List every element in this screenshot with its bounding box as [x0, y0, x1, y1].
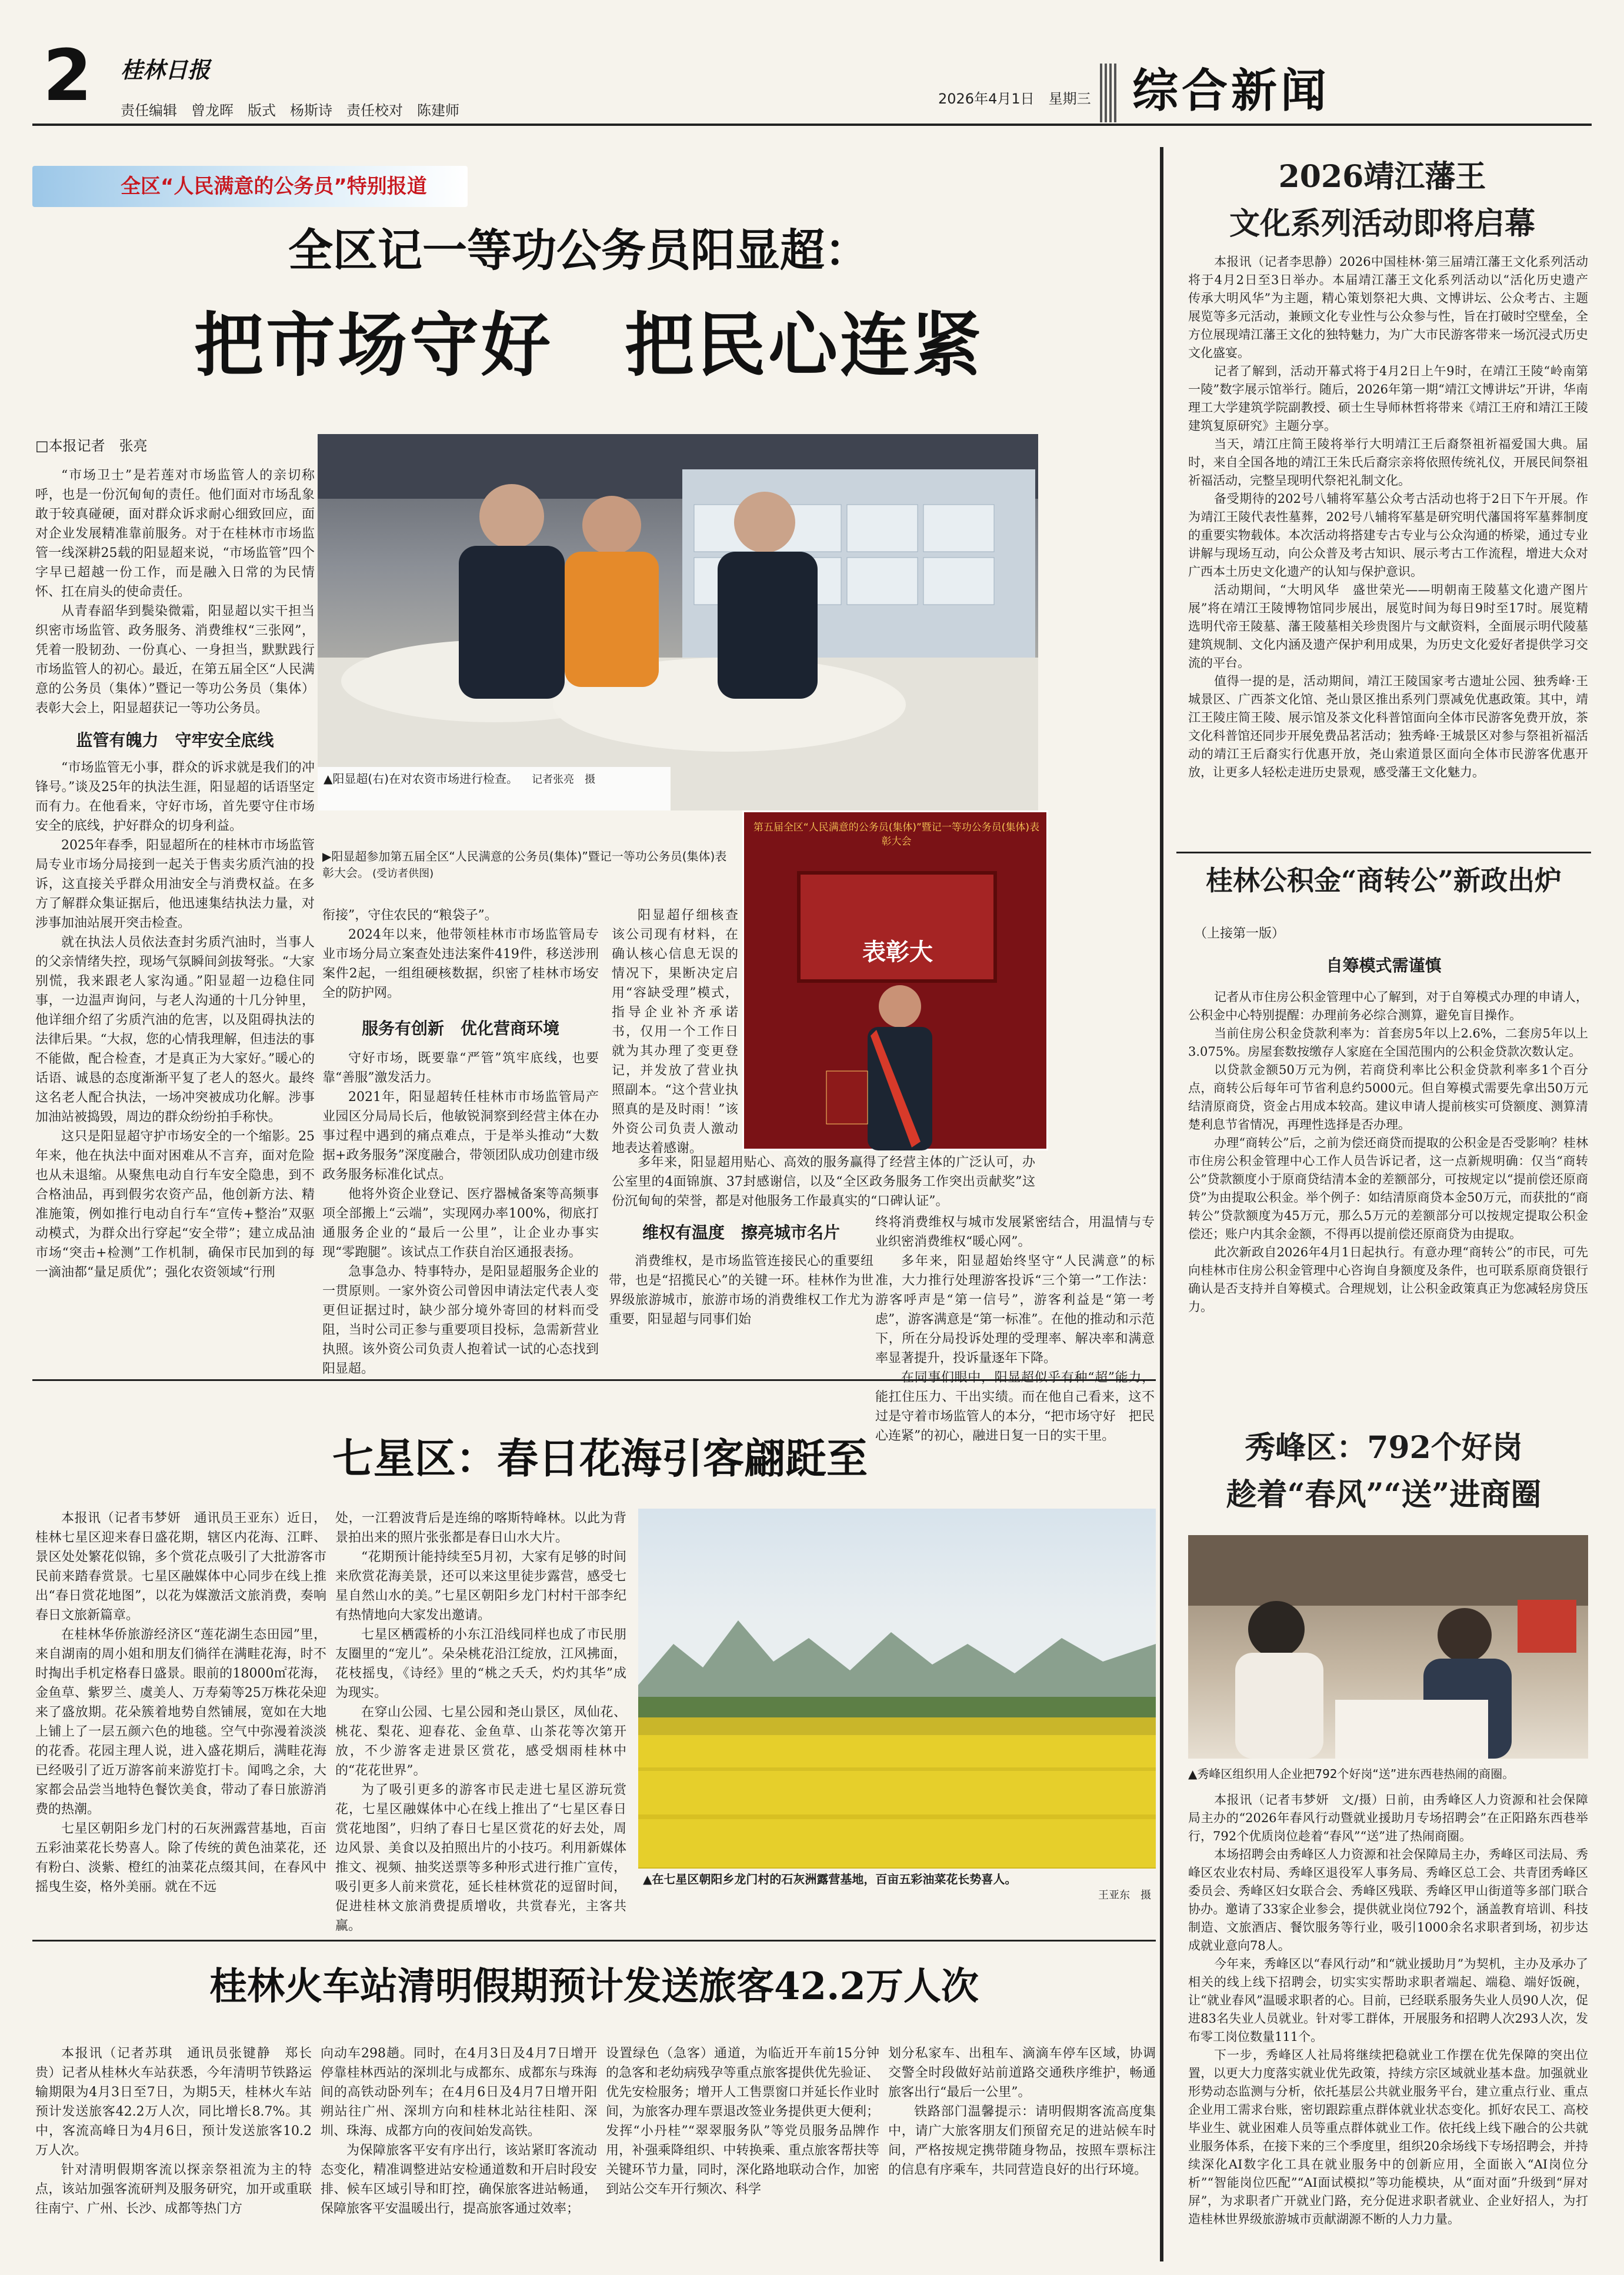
- railway-column-4: [888, 2044, 1156, 2256]
- lead-kicker: 全区记一等功公务员阳显超：: [288, 224, 869, 276]
- qixing-para: 本报讯（记者韦梦妍 通讯员王亚东）近日，桂林七星区迎来春日盛花期，辖区内花海、江畔、景区处处繁花似锦，多个赏花点吸引了大批游客市民前来踏春赏景。七星区融媒体中心同步在线上推出“春日赏花地图”，以花为媒激活文旅消费，奏响春日文旅新篇章。: [35, 1511, 326, 1623]
- railway-para: 设置绿色（急客）通道，为临近开车前15分钟的急客和老幼病残孕等重点旅客提供优先验证、优先安检服务；增开人工售票窗口并延长作业时间，为旅客办理车票退改签业务提供更大便利；发挥“小丹桂”“翠翠服务队”等党员服务品牌作用，补强乘降组织、中转换乘、重点旅客帮扶等关键环节力量，同时，深化路地联动合作，加密到站公交车开行频次、科学: [606, 2046, 879, 2197]
- railway-column-1: [35, 2044, 312, 2256]
- masthead-rule: [32, 124, 1592, 126]
- railway-para: 向动车298趟。同时，在4月3日及4月7日增开停靠桂林西站的深圳北与成都东、成都东与珠海间的高铁动卧列车；在4月6日及4月7日增开阳朔站往广州、深圳方向和桂林北站往桂阳、深圳、珠海、成都方向的夜间始发高铁。: [321, 2046, 597, 2139]
- lead-subhead-3: 维权有温度 擦亮城市名片: [642, 1223, 840, 1242]
- xiufeng-para: 今年来，秀峰区以“春风行动”和“就业援助月”为契机，主办及承办了相关的线上线下招聘会，切实实实帮助求职者端起、端稳、端好饭碗，让“就业春风”温暖求职者的心。目前，已经联系服务失业人员90人次，促进83名失业人员就业。针对零工群体，开展服务和招聘人次293人次，发布零工岗位数量111个。: [1188, 1957, 1588, 2044]
- jingjiang-para: 活动期间，“大明风华 盛世荣光——明朝南王陵墓文化遗产图片展”将在靖江王陵博物馆同步展出，展览时间为每日9时至17时。展览精选明代帝王陵墓、藩王陵墓相关珍贵图片与文献资料，全面展示明代陵墓建筑规制、文化内涵及遗产保护利用成果，为历史文化爱好者提供学习交流的平台。: [1188, 583, 1588, 670]
- caption-text: ▲在七星区朝阳乡龙门村的石灰洲露营基地，百亩五彩油菜花长势喜人。: [643, 1872, 1017, 1886]
- railway-para: 针对清明假期客流以探亲祭祖流为主的特点，该站加强客流研判及服务研究，加开或重联往南宁、广州、长沙、成都等热门方: [35, 2163, 312, 2216]
- stage-sign: 表彰大: [862, 939, 933, 966]
- jingjiang-headline-1: 2026靖江藩王: [1278, 159, 1486, 195]
- lead-para: 守好市场，既要靠“严管”筑牢底线，也要靠“善服”激发活力。: [322, 1051, 599, 1085]
- caption-text: ▶阳显超参加第五届全区“人民满意的公务员(集体)”暨记一等功公务员(集体)表彰大会。: [322, 849, 727, 880]
- lead-headline: 把市场守好 把民心连紧: [194, 305, 984, 386]
- qixing-para: 处，一江碧波背后是连绵的喀斯特峰林。以此为背景拍出来的照片张张都是春日山水大片。: [335, 1511, 626, 1545]
- issue-date: 2026年4月1日 星期三: [938, 91, 1091, 107]
- lead-para: 从青春韶华到鬓染微霜，阳显超以实干担当织密市场监管、政务服务、消费维权“三张网”，凭着一股韧劲、一份真心、一身担当，默默践行市场监管人的初心。最近，在第五届全区“人民满意的公务员（集体）”暨记一等功公务员（集体）表彰大会上，阳显超获记一等功公务员。: [35, 604, 315, 716]
- qixing-para: 在穿山公园、七星公园和尧山景区，凤仙花、桃花、梨花、迎春花、金鱼草、山茶花等次第开放，不少游客走进景区赏花，感受烟雨桂林中的“花花世界”。: [335, 1705, 626, 1778]
- gongjijin-para: 此次新政自2026年4月1日起执行。有意办理“商转公”的市民，可先向桂林市住房公积金管理中心咨询自身额度及条件，也可联系原商贷银行确认是否支持并自筹模式。合理规划，让公积金政策真正为您减轻房贷压力。: [1188, 1245, 1588, 1314]
- xiufeng-headline-1: 秀峰区：792个好岗: [1245, 1430, 1523, 1466]
- qixing-para: 为了吸引更多的游客市民走进七星区游玩赏花，七星区融媒体中心在线上推出了“七星区春日赏花地图”，归纳了春日七星区赏花的好去处，周边风景、美食以及拍照出片的小技巧。利用新媒体推文、视频、抽奖送票等多种形式进行推广宣传，吸引更多人前来赏花，延长桂林赏花的逗留时间，促进桂林文旅消费提质增收，共赏春光，主客共赢。: [335, 1783, 626, 1933]
- gongjijin-para: 当前住房公积金贷款利率为：首套房5年以上2.6%，二套房5年以上3.075%。房屋套数按缴存人家庭在全国范围内的公积金贷款次数认定。: [1188, 1026, 1588, 1059]
- lead-column-2: [322, 906, 599, 1376]
- lead-subhead-1: 监管有魄力 守牢安全底线: [76, 730, 274, 750]
- qixing-para: 七星区栖霞桥的小东江沿线同样也成了市民朋友圈里的“宠儿”。朵朵桃花沿江绽放，江风拂面，花枝摇曳，《诗经》里的“桃之夭夭，灼灼其华”成为现实。: [335, 1627, 626, 1700]
- railway-column-2: [321, 2044, 597, 2256]
- lead-para: 多年来，阳显超始终坚守“人民满意”的标准，大力推行处理游客投诉“三个第一”工作法：游客呼声是“第一信号”，游客利益是“第一考虑”，游客满意是“第一标准”。在他的推动和示范下，所在分局投诉处理的受理率、解决率和满意率显著提升，投诉量逐年下降。: [875, 1254, 1155, 1366]
- lead-para: 2021年，阳显超转任桂林市市场监管局产业园区分局局长后，他敏锐洞察到经营主体在办事过程中遇到的痛点难点，于是举头推动“大数据+政务服务”深度融合，带领团队成功创建市级政务服务标准化试点。: [322, 1090, 599, 1182]
- lead-column-3c: [609, 1212, 873, 1376]
- credits-line: 责任编辑 曾龙晖 版式 杨斯诗 责任校对 陈建师: [121, 102, 459, 119]
- jingjiang-body: [1188, 253, 1600, 853]
- award-figure-illustration: [744, 812, 1050, 1152]
- qixing-para: 七星区朝阳乡龙门村的石灰洲露营基地，百亩五彩油菜花长势喜人。除了传统的黄色油菜花，还有粉白、淡紫、橙红的油菜花点缀其间，在春风中摇曳生姿，格外美丽。就在不远: [35, 1822, 326, 1894]
- jingjiang-para: 值得一提的是，活动期间，靖江王陵国家考古遗址公园、独秀峰·王城景区、广西茶文化馆、尧山景区推出系列门票减免优惠政策。其中，靖江王陵庄简王陵、展示馆及茶文化科普馆面向全体市民游客免费开放，茶文化科普馆还同步开展免费品茗活动；独秀峰·王城景区对参与祭祖祈福活动的靖江王后裔实行优惠开放，尧山索道景区面向全体市民游客优惠开放，让更多人轻松走进历史景观，感受藩王文化魅力。: [1188, 674, 1588, 779]
- photo-caption-1: [318, 767, 671, 810]
- banner-text: 全区“人民满意的公务员”特别报道: [121, 175, 427, 198]
- gongjijin-para: 以贷款金额50万元为例，若商贷利率比公积金贷款利率多1个百分点，商转公后每年可节省利息约5000元。但自筹模式需要先拿出50万元结清原商贷，资金占用成本较高。建议申请人提前核实可贷额度、测算清楚利息节省情况，再理性选择是否办理。: [1188, 1063, 1588, 1132]
- qixing-column-1: [35, 1509, 326, 1932]
- lead-para: “市场卫士”是若莲对市场监管人的亲切称呼，也是一份沉甸甸的责任。他们面对市场乱象敢于较真碰硬，面对群众诉求耐心细致回应，面对企业发展精准靠前服务。对于在桂林市市场监管一线深耕25载的阳显超来说，“市场监管”四个字早已超越一份工作，而是融入日常的为民情怀、扛在肩头的使命责任。: [35, 468, 315, 599]
- caption-credit: (受访者供图): [372, 868, 434, 880]
- lead-para: 就在执法人员依法查封劣质汽油时，当事人的父亲情绪失控，现场气氛瞬间剑拔弩张。“大家别慌，我来跟老人家沟通。”阳显超一边稳住同事，一边温声询问，与老人沟通的十几分钟里，他详细介绍了劣质汽油的危害，以及阻碍执法的法律后果。“大叔，您的心情我理解，但违法的事不能做，配合检查，才是真正为大家好。”暖心的话语、诚恳的态度渐渐平复了老人的怒火。最终这名老人配合执法，一场冲突被成功化解。涉事加油站被捣毁，周边的群众纷纷拍手称快。: [35, 935, 315, 1125]
- qixing-para: 在桂林华侨旅游经济区“莲花湖生态田园”里，来自湖南的周小姐和朋友们徜徉在满畦花海，时不时掏出手机定格春日盛景。眼前的18000㎡花海，金鱼草、紫罗兰、虞美人、万寿菊等25万株花朵迎来了盛放期。花朵簇着地势自然铺展，宽如在大地上铺上了一层五颜六色的地毯。空气中弥漫着淡淡的花香。花园主理人说，进入盛花期后，满畦花海已经吸引了近万游客前来游览打卡。闻鸣之余，大家都会品尝当地特色餐饮美食，带动了春日旅游消费的热潮。: [35, 1627, 326, 1817]
- special-report-banner: [32, 166, 468, 207]
- lead-column-4-text-block: [875, 1213, 1155, 1443]
- caption-credit: 记者张亮 摄: [532, 773, 596, 786]
- jingjiang-para: 本报讯（记者李思静）2026中国桂林·第三届靖江藩王文化系列活动将于4月2日至3日举办。本届靖江藩王文化系列活动以“活化历史遗产 传承大明风华”为主题，精心策划祭祀大典、文博讲坛、公众考古、主题展览等多元活动，兼顾文化专业性与公众参与性，旨在打破时空壁垒，全方位展现靖江藩王文化的独特魅力，为广大市民游客带来一场沉浸式历史文化盛宴。: [1188, 255, 1600, 360]
- gongjijin-headline: 桂林公积金“商转公”新政出炉: [1206, 865, 1562, 896]
- railway-para: 为保障旅客平安有序出行，该站紧盯客流动态变化，精准调整进站安检通道数和开启时段安排、候车区域引导和盯控，确保旅客进站畅通，保障旅客平安温暖出行，提高旅客通过效率；: [321, 2143, 597, 2216]
- lead-para: “市场监管无小事，群众的诉求就是我们的冲锋号。”谈及25年的执法生涯，阳显超的话语坚定而有力。在他看来，守好市场，首先要守住市场安全的底线，护好群众的切身利益。: [35, 760, 315, 833]
- xiufeng-body: [1188, 1791, 1588, 2261]
- lead-para: 衔接”，守住农民的“粮袋子”。: [322, 908, 498, 923]
- railway-para: 划分私家车、出租车、滴滴车停车区域，协调交警全时段做好站前道路交通秩序维护，畅通旅客出行“最后一公里”。: [888, 2046, 1156, 2100]
- railway-column-3: [606, 2044, 879, 2256]
- photo-caption-qixing: [638, 1869, 1156, 1909]
- flower-field-illustration: [638, 1509, 1156, 1909]
- lead-para: 消费维权，是市场监管连接民心的重要纽带，也是“招揽民心”的关键一环。桂林作为世界级旅游城市，旅游市场的消费维权工作尤为重要，阳显超与同事们始: [609, 1254, 873, 1327]
- lead-para: 阳显超仔细核查该公司现有材料，在确认核心信息无误的情况下，果断决定启用“容缺受理”模式，指导企业补齐承诺书，仅用一个工作日就为其办理了变更登记，并发放了营业执照副本。“这个营业执照真的是及时雨！”该外资公司负责人激动地表达着感谢。: [612, 908, 738, 1156]
- lead-photo-award: [742, 810, 1048, 1150]
- qixing-headline: 七星区：春日花海引客翩跹至: [332, 1434, 868, 1483]
- lead-column-1: [35, 466, 315, 1360]
- xiufeng-caption: ▲秀峰区组织用人企业把792个好岗“送”进东西巷热闹的商圈。: [1188, 1767, 1515, 1781]
- railway-para: 本报讯（记者苏琪 通讯员张键静 郑长贵）记者从桂林火车站获悉，今年清明节铁路运输期限为4月3日至7日，为期5天，桂林火车站预计发送旅客42.2万人次，同比增长8.7%。其中，客流高峰日为4月6日，预计发送旅客10.2万人次。: [35, 2046, 312, 2158]
- inspection-scene-illustration: [318, 434, 1038, 810]
- section-bar: [1100, 64, 1119, 122]
- lead-para: 他将外资企业登记、医疗器械备案等高频事项全部搬上“云端”，实现网办率100%，彻底打通服务企业的“最后一公里”，让企业办事实现“零跑腿”。该试点工作获自治区通报表扬。: [322, 1187, 599, 1260]
- jingjiang-para: 备受期待的202号八辅将军墓公众考古活动也将于2日下午开展。作为靖江王陵代表性墓葬，202号八辅将军墓是研究明代藩国将军墓葬制度的重要实物载体。本次活动将搭建专古专业与公众沟通的桥梁，通过专业讲解与现场互动，向公众普及考古知识、展示考古工作流程，增进大众对广西本土历史文化遗产的认知与保护意识。: [1188, 492, 1588, 579]
- railway-headline: 桂林火车站清明假期预计发送旅客42.2万人次: [209, 1964, 979, 2009]
- caption-text: ▲阳显超(右)在对农资市场进行检查。: [324, 772, 518, 786]
- qixing-para: “花期预计能持续至5月初，大家有足够的时间来欣赏花海美景，还可以来这里徒步露营，感受七星自然山水的美。”七星区朝阳乡龙门村村干部李纪有热情地向大家发出邀请。: [335, 1550, 626, 1623]
- gongjijin-para: 记者从市住房公积金管理中心了解到，对于自筹模式办理的申请人，公积金中心特别提醒：办理前务必综合测算，避免盲目操作。: [1188, 990, 1588, 1022]
- gongjijin-subhead: 自筹模式需谨慎: [1326, 956, 1442, 975]
- jingjiang-para: 当天，靖江庄简王陵将举行大明靖江王后裔祭祖祈福爱国大典。届时，来自全国各地的靖江王朱氏后裔宗亲将依照传统礼仪，开展民间祭祖祈福活动，完整呈现明代祭祀礼制文化。: [1188, 437, 1588, 488]
- byline: □本报记者 张亮: [35, 438, 148, 454]
- lead-para: 终将消费维权与城市发展紧密结合，用温情与专业织密消费维权“暖心网”。: [875, 1215, 1155, 1249]
- continued-note: （上接第一版）: [1194, 926, 1285, 941]
- stage-banner: 第五届全区“人民满意的公务员(集体)”暨记一等功公务员(集体)表彰大会: [753, 822, 1040, 848]
- jingjiang-para: 记者了解到，活动开幕式将于4月2日上午9时，在靖江王陵“岭南第一陵”数字展示馆举行。随后，2026年第一期“靖江文博讲坛”开讲，华南理工大学建筑学院副教授、硕士生导师林哲将带来《靖江王府和靖江王陵建筑复原研究》主题分享。: [1188, 364, 1588, 433]
- lead-para: 2024年以来，他带领桂林市市场监管局专业市场分局立案查处违法案件419件，移送涉刑案件2起，一组组硬核数据，织密了桂林市场安全的防护网。: [322, 928, 599, 1000]
- xiufeng-para: 本场招聘会由秀峰区人力资源和社会保障局主办，秀峰区司法局、秀峰区农业农村局、秀峰区退役军人事务局、秀峰区总工会、共青团秀峰区委员会、秀峰区妇女联合会、秀峰区残联、秀峰区甲山街道等多部门联合协办。邀请了33家企业参会，提供就业岗位792个，涵盖教育培训、科技制造、文旅酒店、餐饮服务等行业，吸引1000余名求职者到场，初步达成就业意向78人。: [1188, 1847, 1588, 1953]
- right-rule-1: [1176, 852, 1591, 853]
- xiufeng-para: 下一步，秀峰区人社局将继续把稳就业工作摆在优先保障的突出位置，以更大力度落实就业优先政策，持续方宗区域就业基本盘。加强就业形势动态监测与分析，依托基层公共就业服务平台，建立重点行业、重点企业用工需求台账，密切跟踪重点群体就业状态变化。抓好农民工、高校毕业生、就业困难人员等重点群体就业工作。依托线上线下融合的公共就业服务体系，在接下来的三个季度里，组织20余场线下专场招聘会，并持续深化AI数字化工具在就业服务中的创新应用，全面嵌入“AI岗位分析”“智能岗位匹配”“AI面试模拟”等功能模块，从“面对面”升级到“屏对屏”，为求职者广开就业门路，充分促进求职者就业、企业好招人，为打造桂林世界级旅游城市贡献湖源不断的人力力量。: [1188, 2048, 1588, 2226]
- photo-caption-2: [322, 848, 734, 882]
- lead-para: 多年来，阳显超用贴心、高效的服务赢得了经营主体的广泛认可，办公室里的4面锦旗、37封感谢信，以及“全区政务服务工作突出贡献奖”这份沉甸甸的荣誉，都是对他服务工作最真实的“口碑认证”。: [612, 1155, 1035, 1209]
- lead-para: 这只是阳显超守护市场安全的一个缩影。25年来，他在执法中面对困难从不言弃，面对危险也从未退缩。从聚焦电动自行车安全隐患，到不合格油品，再到假劣农资产品，他创新方法、精准施策，例如推行电动自行车“宣传+整治”双驱动模式，为群众出行穿起“安全带”；建立成品油市场“突击+检测”工作机制，确保市民加到的每一滴油都“量足质优”；强化农资领域“行刑: [35, 1129, 315, 1280]
- masthead: [32, 35, 1592, 129]
- qixing-bottom-rule: [32, 1940, 1156, 1942]
- right-rail-rule: [1160, 147, 1163, 2261]
- lead-photo-inspection: [318, 434, 1038, 810]
- xiufeng-photo: [1188, 1535, 1588, 1759]
- qixing-column-2: [335, 1509, 626, 1932]
- xiufeng-para: 本报讯（记者韦梦妍 文/摄）日前，由秀峰区人力资源和社会保障局主办的“2026年春风行动暨就业援助月专场招聘会”在正阳路东西巷举行，792个优质岗位趁着“春风”“送”进了热闹商圈。: [1188, 1793, 1588, 1843]
- paper-name: 桂林日报: [121, 56, 211, 83]
- xiufeng-headline-2: 趁着“春风”“送”进商圈: [1226, 1477, 1542, 1513]
- lead-para: 2025年春季，阳显超所在的桂林市市场监管局专业市场分局接到一起关于售卖劣质汽油的投诉，这直接关乎群众用油安全与消费权益。在多方了解群众集证据后，他迅速集结执法力量，对涉事加油站展开突击检查。: [35, 838, 315, 930]
- gongjijin-para: 办理“商转公”后，之前为偿还商贷而提取的公积金是否受影响？桂林市住房公积金管理中心工作人员告诉记者，这一点新规明确：仅当“商转公”贷款额度小于原商贷结清本金的差额部分，可按规定以“提前偿还原商贷”为由提取公积金。举个例子：如结清原商贷本金50万元，而获批的“商转公”贷款额度为45万元，那么5万元的差额部分可以按规定提取公积金偿还；账户内其余金额，不得再以提前偿还原商贷为由提取。: [1188, 1136, 1588, 1241]
- railway-para: 铁路部门温馨提示：请明假期客流高度集中，请广大旅客朋友们预留充足的进站候车时间，严格按规定携带随身物品，按照车票标注的信息有序乘车，共同营造良好的出行环境。: [888, 2104, 1156, 2177]
- lead-para: 急事急办、特事特办，是阳显超服务企业的一贯原则。一家外资公司曾因申请法定代表人变更但证据过时，缺少部分境外寄回的材料而受阻，当时公司正参与重要项目投标，急需新营业执照。该外资公司负责人抱着试一试的心态找到阳显超。: [322, 1265, 599, 1376]
- jingjiang-headline-2: 文化系列活动即将启幕: [1229, 206, 1535, 242]
- gongjijin-body: [1188, 988, 1588, 1423]
- section-title: 综合新闻: [1132, 65, 1330, 118]
- caption-credit: 王亚东 摄: [1098, 1889, 1151, 1902]
- lead-subhead-2: 服务有创新 优化营商环境: [361, 1019, 559, 1038]
- job-fair-illustration: [1188, 1535, 1588, 1759]
- qixing-photo: [638, 1509, 1156, 1909]
- lead-para: 在同事们眼中，阳显超似乎有种“超”能力，能扛住压力、干出实绩。而在他自己看来，这不过是守着市场监管人的本分，“把市场守好 把民心连紧”的初心，融进日复一日的实干里。: [875, 1370, 1155, 1443]
- page-number: 2: [43, 35, 92, 117]
